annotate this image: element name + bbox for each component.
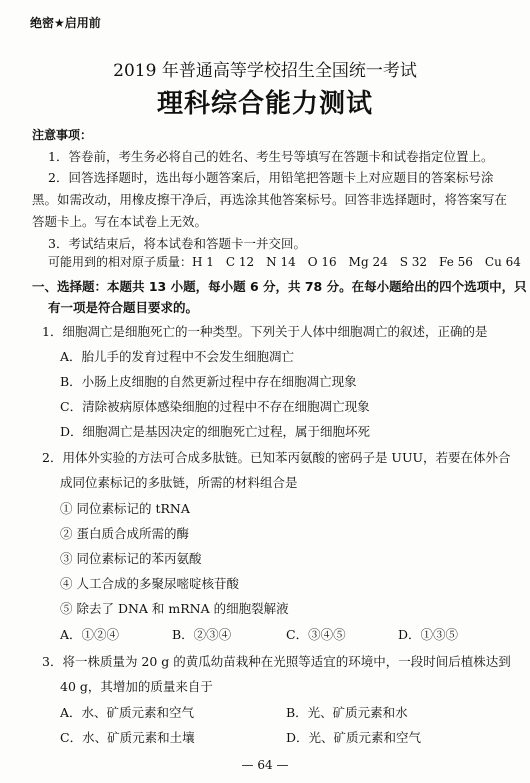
atomic-masses: 可能用到的相对原子质量：H 1 C 12 N 14 O 16 Mg 24 S 32 Fe 56 Cu 64 [48, 255, 521, 269]
q1-stem: 1．细胞凋亡是细胞死亡的一种类型。下列关于人体中细胞凋亡的叙述，正确的是 [42, 324, 488, 339]
q2-material-5: ⑤ 除去了 DNA 和 mRNA 的细胞裂解液 [60, 601, 289, 616]
q2-option-a: A．①②④ [60, 627, 120, 642]
exam-title: 2019 年普通高等学校招生全国统一考试 [113, 61, 417, 81]
q2-material-4: ④ 人工合成的多聚尿嘧啶核苷酸 [60, 576, 239, 591]
notice-item-1: 1．答卷前，考生务必将自己的姓名、考生号等填写在答题卡和试卷指定位置上。 [48, 149, 494, 164]
q2-stem-line-2: 成同位素标记的多肽链，所需的材料组合是 [60, 475, 298, 490]
q1-option-c: C．清除被病原体感染细胞的过程中不存在细胞凋亡现象 [60, 399, 370, 414]
q2-material-3: ③ 同位素标记的苯丙氨酸 [60, 551, 202, 566]
q2-option-d: D．①③⑤ [398, 627, 459, 642]
notice-item-2-line-2: 黑。如需改动，用橡皮擦干净后，再选涂其他答案标号。回答非选择题时，将答案写在 [32, 192, 508, 207]
q3-option-c: C．水、矿质元素和土壤 [60, 730, 195, 745]
q3-stem-line-1: 3．将一株质量为 20 g 的黄瓜幼苗栽种在光照等适宜的环境中，一段时间后植株达到 [42, 654, 511, 669]
q3-stem-line-2: 40 g，其增加的质量来自于 [60, 679, 213, 694]
notice-item-2-line-1: 2．回答选择题时，选出每小题答案后，用铅笔把答题卡上对应题目的答案标号涂 [48, 170, 494, 185]
section-intro-line-2: 有一项是符合题目要求的。 [48, 300, 199, 315]
q2-stem-line-1: 2．用体外实验的方法可合成多肽链。已知苯丙氨酸的密码子是 UUU，若要在体外合 [42, 450, 511, 465]
q3-option-b: B．光、矿质元素和水 [286, 705, 408, 720]
notice-item-2-line-3: 答题卡上。写在本试卷上无效。 [32, 214, 208, 229]
q1-option-d: D．细胞凋亡是基因决定的细胞死亡过程，属于细胞坏死 [60, 424, 371, 439]
q2-option-b: B．②③④ [172, 627, 232, 642]
page-number: — 64 — [241, 758, 289, 772]
section-intro-line-1: 一、选择题：本题共 13 小题，每小题 6 分，共 78 分。在每小题给出的四个选项中，只 [32, 279, 527, 294]
q2-material-2: ② 蛋白质合成所需的酶 [60, 526, 189, 541]
q2-option-c: C．③④⑤ [286, 627, 346, 642]
notice-title: 注意事项： [32, 128, 93, 142]
q1-option-b: B．小肠上皮细胞的自然更新过程中存在细胞凋亡现象 [60, 374, 357, 389]
notice-item-3: 3．考试结束后，将本试卷和答题卡一并交回。 [48, 236, 306, 251]
q3-option-a: A．水、矿质元素和空气 [60, 705, 195, 720]
secret-mark: 绝密★启用前 [30, 16, 101, 30]
subject-title: 理科综合能力测试 [156, 89, 373, 119]
q3-option-d: D．光、矿质元素和空气 [286, 730, 422, 745]
q2-material-1: ① 同位素标记的 tRNA [60, 501, 190, 516]
q1-option-a: A．胎儿手的发育过程中不会发生细胞凋亡 [60, 349, 295, 364]
